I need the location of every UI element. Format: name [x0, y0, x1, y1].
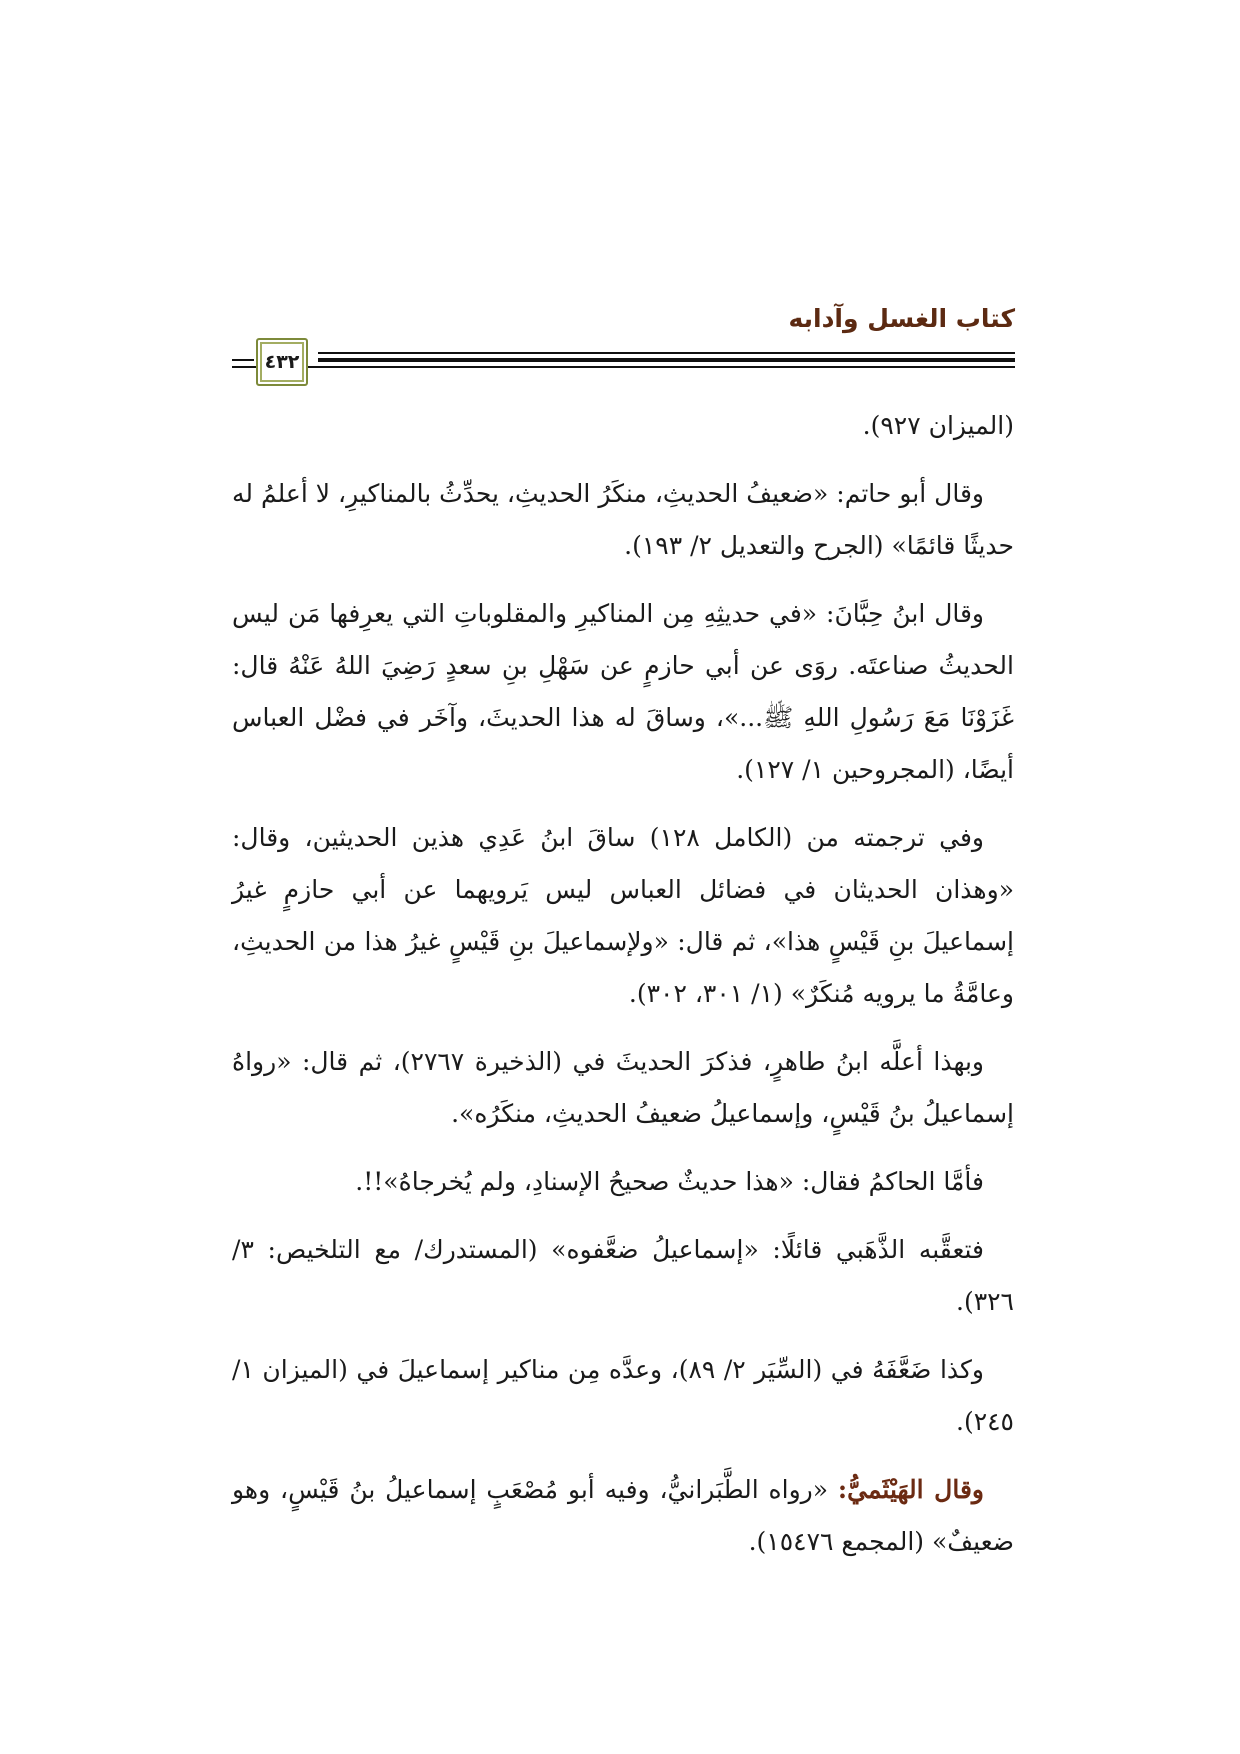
paragraph-hakim: فأمَّا الحاكمُ فقال: «هذا حديثٌ صحيحُ الإسنادِ، ولم يُخرجاهُ»!!. — [355, 1167, 984, 1196]
page-body — [232, 400, 1014, 1584]
haythami-quote: «رواه الطَّبَرانيُّ، وفيه أبو مُصْعَبٍ إسماعيلُ بنُ قَيْسٍ، وهو ضعيفٌ» (المجمع ١٥٤٧٦). — [232, 1475, 1014, 1556]
paragraph-siyar: وكذا ضَعَّفَهُ في (السِّيَر ٢/ ٨٩)، وعدَّه مِن مناكير إسماعيلَ في (الميزان ١/ ٢٤٥). — [232, 1355, 1014, 1436]
paragraph-ibn-adi: وفي ترجمته من (الكامل ١٢٨) ساقَ ابنُ عَدِي هذين الحديثين، وقال: «وهذان الحديثان في فضائل العباس ليس يَرويهما عن أبي حازمٍ غيرُ إسماعيلَ بنِ قَيْسٍ هذا»، ثم قال: «ولإسماعيلَ بنِ قَيْسٍ غيرُ هذا من الحديثِ، وعامَّةُ ما يرويه مُنكَرٌ» (١/ ٣٠١، ٣٠٢). — [232, 823, 1014, 1008]
book-title: كتاب الغسل وآدابه — [788, 304, 1015, 333]
page-number: ٤٣٢ — [264, 351, 300, 373]
header-rule-thin-top — [318, 352, 1015, 354]
badge-rule-stub — [232, 366, 254, 368]
paragraph-abu-hatim: وقال أبو حاتم: «ضعيفُ الحديثِ، منكَرُ الحديثِ، يحدِّثُ بالمناكيرِ، لا أعلمُ له حديثًا قائمًا» (الجرح والتعديل ٢/ ١٩٣). — [232, 479, 1014, 560]
header-rule-thick — [318, 358, 1015, 362]
paragraph-ibn-hibban: وقال ابنُ حِبَّانَ: «في حديثِهِ مِن المناكيرِ والمقلوباتِ التي يعرِفها مَن ليس الحديثُ صناعتَه. روَى عن أبي حازمٍ عن سَهْلِ بنِ سعدٍ رَضِيَ اللهُ عَنْهُ قال: غَزَوْنَا مَعَ رَسُولِ اللهِ ﷺ...»، وساقَ له هذا الحديثَ، وآخَر في فضْل العباس أيضًا، (المجروحين ١/ ١٢٧). — [232, 599, 1014, 784]
haythami-name: وقال الهَيْثَميُّ: — [837, 1475, 984, 1504]
paragraph-dhahabi: فتعقَّبه الذَّهَبي قائلًا: «إسماعيلُ ضعَّفوه» (المستدرك/ مع التلخيص: ٣/ ٣٢٦). — [232, 1235, 1014, 1316]
paragraph-ibn-tahir: وبهذا أعلَّه ابنُ طاهرٍ، فذكرَ الحديثَ في (الذخيرة ٢٧٦٧)، ثم قال: «رواهُ إسماعيلُ بنُ قَيْسٍ، وإسماعيلُ ضعيفُ الحديثِ، منكَرُه». — [232, 1047, 1014, 1128]
header-rule-thin-bottom — [232, 366, 1015, 368]
page-header — [232, 300, 1015, 380]
paragraph-haythami — [232, 1464, 1014, 1568]
paragraph-mizan-ref: (الميزان ٩٢٧). — [862, 411, 1014, 440]
badge-rule-stub-upper — [232, 359, 254, 361]
page-number-badge — [256, 338, 308, 386]
